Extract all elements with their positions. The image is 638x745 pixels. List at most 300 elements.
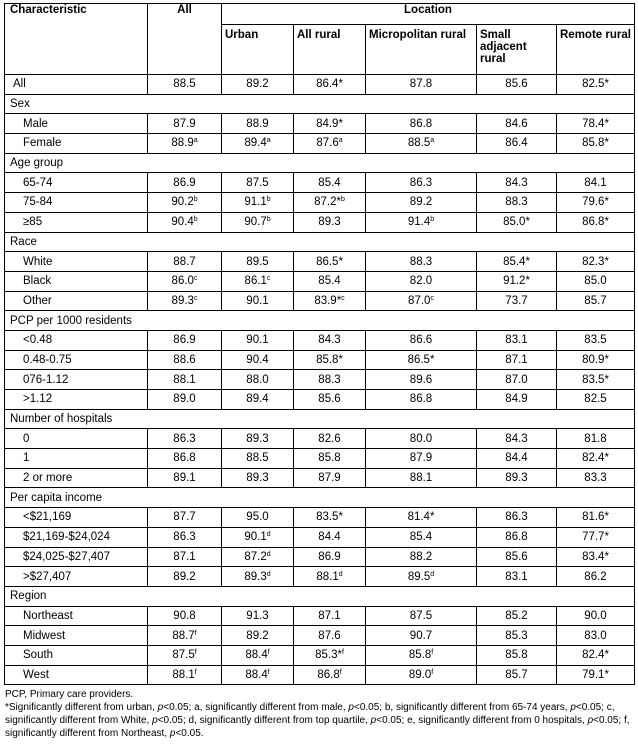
cell-value: 82.0 xyxy=(409,275,433,288)
cell-value: 86.0 xyxy=(171,275,194,288)
cell-value: 88.0 xyxy=(246,373,269,386)
cell-value: 87.1 xyxy=(318,609,341,622)
cell-value: 87.9 xyxy=(409,452,433,465)
cell-all-rural xyxy=(294,527,366,547)
cell-value: 87.9 xyxy=(173,117,196,130)
cell-value: 87.5 xyxy=(409,609,433,622)
header-characteristic: Characteristic xyxy=(5,4,148,75)
cell-micropolitan-rural xyxy=(366,212,477,232)
cell-value: 87.0 xyxy=(408,294,431,307)
cell-urban xyxy=(222,114,294,134)
cell-value: 86.8 xyxy=(173,452,196,465)
cell-value: 83.0 xyxy=(584,629,607,642)
cell-all xyxy=(148,212,222,232)
cell-small-adjacent-rural xyxy=(477,547,557,567)
cell-value: 88.1 xyxy=(316,570,339,583)
cell-small-adjacent-rural xyxy=(477,606,557,626)
cell-value: 86.1 xyxy=(244,275,267,288)
row-label: Other xyxy=(5,291,148,311)
cell-all-rural xyxy=(294,350,366,370)
cell-remote-rural xyxy=(557,193,635,213)
table-row xyxy=(5,567,635,587)
section-label: PCP per 1000 residents xyxy=(5,311,635,331)
cell-value: 88.3 xyxy=(409,255,433,268)
cell-remote-rural xyxy=(557,114,635,134)
cell-all-rural xyxy=(294,645,366,665)
cell-superscript: c xyxy=(341,294,345,302)
cell-value: 89.0 xyxy=(173,393,196,406)
cell-urban xyxy=(222,370,294,390)
cell-micropolitan-rural xyxy=(366,390,477,410)
cell-value: 85.0* xyxy=(503,216,530,229)
cell-remote-rural xyxy=(557,645,635,665)
cell-value: 84.4 xyxy=(318,531,341,544)
cell-value: 89.4 xyxy=(246,393,269,406)
cell-value: 90.4 xyxy=(246,353,269,366)
characteristics-table xyxy=(4,3,635,685)
cell-superscript: b xyxy=(193,216,198,224)
cell-value: 89.6 xyxy=(409,373,433,386)
cell-value: 85.3* xyxy=(315,649,342,662)
table-row xyxy=(5,429,635,449)
cell-value: 85.8 xyxy=(318,452,341,465)
cell-value: 88.7 xyxy=(173,255,196,268)
cell-value: 82.6 xyxy=(318,432,341,445)
cell-value: 79.6* xyxy=(582,196,609,209)
cell-superscript: b xyxy=(193,196,198,204)
cell-superscript: c xyxy=(266,275,271,283)
cell-value: 88.4 xyxy=(245,668,268,681)
cell-all xyxy=(148,173,222,193)
cell-micropolitan-rural xyxy=(366,134,477,154)
cell-all xyxy=(148,449,222,469)
cell-superscript: f xyxy=(267,649,270,657)
table-container xyxy=(4,3,634,740)
cell-value: 86.8 xyxy=(317,668,340,681)
row-label: 0 xyxy=(5,429,148,449)
cell-micropolitan-rural xyxy=(366,527,477,547)
cell-value: 86.4 xyxy=(505,137,528,150)
cell-value: 85.4* xyxy=(503,255,530,268)
cell-value: 84.6 xyxy=(505,117,528,130)
header-small-adjacent-rural: Small adjacent rural xyxy=(477,25,557,75)
cell-value: 86.2 xyxy=(584,570,607,583)
cell-value: 88.9 xyxy=(246,117,269,130)
cell-value: 86.3 xyxy=(173,432,196,445)
cell-superscript: b xyxy=(266,216,271,224)
cell-value: 88.6 xyxy=(173,353,196,366)
cell-all xyxy=(148,330,222,350)
cell-value: 88.1 xyxy=(172,668,195,681)
row-label: Male xyxy=(5,114,148,134)
cell-remote-rural xyxy=(557,429,635,449)
row-label: $24,025-$27,407 xyxy=(5,547,148,567)
cell-value: 89.3 xyxy=(244,570,267,583)
header-micropolitan-rural: Micropolitan rural xyxy=(366,25,477,75)
cell-value: 87.6 xyxy=(318,629,341,642)
cell-remote-rural xyxy=(557,271,635,291)
cell-small-adjacent-rural xyxy=(477,567,557,587)
cell-all-rural xyxy=(294,429,366,449)
cell-all-rural xyxy=(294,75,366,95)
cell-value: 88.5 xyxy=(173,78,196,91)
cell-superscript: c xyxy=(430,294,434,302)
row-label: 75-84 xyxy=(5,193,148,213)
table-row xyxy=(5,330,635,350)
cell-remote-rural xyxy=(557,567,635,587)
table-row xyxy=(5,350,635,370)
cell-urban xyxy=(222,527,294,547)
cell-superscript: b xyxy=(430,216,435,224)
cell-value: 86.3 xyxy=(173,531,196,544)
cell-superscript: f xyxy=(194,629,197,637)
cell-superscript: f xyxy=(267,668,270,676)
table-row xyxy=(5,252,635,272)
table-row xyxy=(5,370,635,390)
cell-urban xyxy=(222,468,294,488)
cell-value: 89.0 xyxy=(408,668,432,681)
cell-remote-rural xyxy=(557,330,635,350)
cell-all xyxy=(148,271,222,291)
cell-superscript: f xyxy=(194,668,197,676)
cell-superscript: a xyxy=(338,137,343,145)
cell-superscript: f xyxy=(194,649,197,657)
cell-value: 83.4* xyxy=(582,550,609,563)
cell-value: 85.4 xyxy=(409,531,433,544)
cell-value: 89.3 xyxy=(318,216,341,229)
cell-value: 87.5 xyxy=(172,649,195,662)
cell-value: 83.5* xyxy=(582,373,609,386)
cell-all-rural xyxy=(294,508,366,528)
cell-remote-rural xyxy=(557,527,635,547)
cell-value: 88.9 xyxy=(171,137,194,150)
cell-value: 89.2 xyxy=(409,196,433,209)
table-row xyxy=(5,173,635,193)
cell-micropolitan-rural xyxy=(366,567,477,587)
cell-value: 88.5 xyxy=(246,452,269,465)
row-label: Midwest xyxy=(5,626,148,646)
cell-all xyxy=(148,429,222,449)
cell-urban xyxy=(222,665,294,685)
cell-remote-rural xyxy=(557,468,635,488)
cell-all xyxy=(148,508,222,528)
cell-value: 86.9 xyxy=(173,334,196,347)
section-row xyxy=(5,311,635,331)
header-location: Location xyxy=(222,4,635,25)
cell-urban xyxy=(222,390,294,410)
cell-urban xyxy=(222,429,294,449)
cell-urban xyxy=(222,606,294,626)
table-row xyxy=(5,468,635,488)
cell-value: 84.3 xyxy=(505,176,528,189)
cell-remote-rural xyxy=(557,75,635,95)
cell-value: 85.8* xyxy=(316,353,343,366)
cell-micropolitan-rural xyxy=(366,252,477,272)
cell-small-adjacent-rural xyxy=(477,75,557,95)
cell-value: 90.0 xyxy=(584,609,607,622)
section-label: Number of hospitals xyxy=(5,409,635,429)
cell-remote-rural xyxy=(557,370,635,390)
cell-remote-rural xyxy=(557,134,635,154)
cell-value: 80.0 xyxy=(409,432,433,445)
cell-value: 87.6 xyxy=(316,137,339,150)
cell-small-adjacent-rural xyxy=(477,193,557,213)
cell-all xyxy=(148,547,222,567)
cell-urban xyxy=(222,134,294,154)
cell-all xyxy=(148,193,222,213)
cell-value: 85.8* xyxy=(582,137,609,150)
table-row xyxy=(5,212,635,232)
cell-all-rural xyxy=(294,271,366,291)
cell-urban xyxy=(222,626,294,646)
table-row xyxy=(5,449,635,469)
cell-remote-rural xyxy=(557,665,635,685)
table-row xyxy=(5,547,635,567)
cell-value: 85.7 xyxy=(505,668,528,681)
cell-value: 86.8 xyxy=(409,393,433,406)
cell-value: 89.5 xyxy=(407,570,431,583)
cell-value: 89.1 xyxy=(173,472,196,485)
cell-all-rural xyxy=(294,134,366,154)
cell-micropolitan-rural xyxy=(366,370,477,390)
cell-urban xyxy=(222,271,294,291)
cell-small-adjacent-rural xyxy=(477,330,557,350)
section-row xyxy=(5,94,635,114)
cell-all xyxy=(148,645,222,665)
cell-value: 85.6 xyxy=(505,550,528,563)
row-label: ≥85 xyxy=(5,212,148,232)
cell-superscript: d xyxy=(266,531,271,539)
cell-small-adjacent-rural xyxy=(477,665,557,685)
cell-value: 88.5 xyxy=(407,137,431,150)
cell-remote-rural xyxy=(557,390,635,410)
table-row xyxy=(5,114,635,134)
cell-superscript: d xyxy=(266,570,271,578)
cell-remote-rural xyxy=(557,291,635,311)
cell-value: 89.2 xyxy=(173,570,196,583)
cell-value: 88.4 xyxy=(245,649,268,662)
cell-value: 84.3 xyxy=(318,334,341,347)
cell-value: 82.5 xyxy=(584,393,607,406)
cell-remote-rural xyxy=(557,508,635,528)
cell-remote-rural xyxy=(557,449,635,469)
cell-value: 90.1 xyxy=(244,531,267,544)
cell-value: 88.7 xyxy=(172,629,195,642)
cell-value: 83.5 xyxy=(584,334,607,347)
cell-superscript: d xyxy=(338,570,343,578)
cell-all xyxy=(148,252,222,272)
cell-small-adjacent-rural xyxy=(477,271,557,291)
cell-value: 89.2 xyxy=(246,629,269,642)
cell-small-adjacent-rural xyxy=(477,626,557,646)
cell-value: 84.9* xyxy=(316,117,343,130)
cell-small-adjacent-rural xyxy=(477,370,557,390)
cell-value: 86.9 xyxy=(318,550,341,563)
cell-small-adjacent-rural xyxy=(477,291,557,311)
cell-value: 87.1 xyxy=(505,353,528,366)
cell-all xyxy=(148,665,222,685)
cell-small-adjacent-rural xyxy=(477,134,557,154)
table-row xyxy=(5,390,635,410)
cell-value: 86.5* xyxy=(316,255,343,268)
cell-remote-rural xyxy=(557,626,635,646)
cell-superscript: d xyxy=(430,570,435,578)
cell-value: 83.9* xyxy=(314,294,342,307)
cell-value: 85.8 xyxy=(408,649,432,662)
cell-value: 95.0 xyxy=(246,511,269,524)
cell-value: 90.7 xyxy=(244,216,267,229)
section-label: Sex xyxy=(5,94,635,114)
cell-micropolitan-rural xyxy=(366,429,477,449)
cell-value: 73.7 xyxy=(505,294,528,307)
cell-value: 85.8 xyxy=(505,649,528,662)
cell-value: 90.7 xyxy=(409,629,433,642)
cell-urban xyxy=(222,567,294,587)
cell-micropolitan-rural xyxy=(366,665,477,685)
cell-micropolitan-rural xyxy=(366,193,477,213)
cell-small-adjacent-rural xyxy=(477,350,557,370)
cell-all-rural xyxy=(294,665,366,685)
cell-small-adjacent-rural xyxy=(477,252,557,272)
cell-micropolitan-rural xyxy=(366,173,477,193)
cell-value: 91.4 xyxy=(407,216,431,229)
cell-urban xyxy=(222,252,294,272)
cell-value: 84.1 xyxy=(584,176,607,189)
cell-all-rural xyxy=(294,468,366,488)
cell-value: 82.4* xyxy=(582,452,609,465)
cell-value: 80.9* xyxy=(582,353,609,366)
table-row xyxy=(5,291,635,311)
cell-value: 86.3 xyxy=(505,511,528,524)
cell-value: 84.3 xyxy=(505,432,528,445)
cell-value: 89.3 xyxy=(246,472,269,485)
cell-value: 88.3 xyxy=(505,196,528,209)
row-label: 076-1.12 xyxy=(5,370,148,390)
table-row xyxy=(5,75,635,95)
cell-small-adjacent-rural xyxy=(477,645,557,665)
cell-all xyxy=(148,390,222,410)
cell-value: 87.2* xyxy=(314,196,341,209)
row-label: White xyxy=(5,252,148,272)
cell-value: 86.4* xyxy=(316,78,343,91)
cell-all-rural xyxy=(294,193,366,213)
cell-value: 88.2 xyxy=(409,550,433,563)
cell-value: 85.4 xyxy=(318,176,341,189)
cell-urban xyxy=(222,449,294,469)
header-remote-rural: Remote rural xyxy=(557,25,635,75)
cell-value: 87.7 xyxy=(173,511,196,524)
row-label: Black xyxy=(5,271,148,291)
section-row xyxy=(5,586,635,606)
table-row xyxy=(5,193,635,213)
cell-small-adjacent-rural xyxy=(477,527,557,547)
cell-micropolitan-rural xyxy=(366,330,477,350)
cell-value: 85.6 xyxy=(505,78,528,91)
footnotes xyxy=(4,688,635,740)
cell-urban xyxy=(222,508,294,528)
cell-value: 83.5* xyxy=(316,511,343,524)
cell-all xyxy=(148,626,222,646)
header-all-rural: All rural xyxy=(294,25,366,75)
cell-value: 87.1 xyxy=(173,550,196,563)
row-label: 2 or more xyxy=(5,468,148,488)
cell-value: 83.1 xyxy=(505,334,528,347)
cell-value: 86.6 xyxy=(409,334,433,347)
cell-value: 81.6* xyxy=(582,511,609,524)
cell-all-rural xyxy=(294,370,366,390)
cell-all xyxy=(148,527,222,547)
table-header xyxy=(5,4,635,75)
cell-all xyxy=(148,567,222,587)
header-urban: Urban xyxy=(222,25,294,75)
section-label: Race xyxy=(5,232,635,252)
cell-remote-rural xyxy=(557,212,635,232)
cell-all xyxy=(148,291,222,311)
cell-superscript: f xyxy=(431,649,434,657)
cell-value: 90.8 xyxy=(173,609,196,622)
table-row xyxy=(5,508,635,528)
cell-superscript: d xyxy=(266,550,271,558)
cell-all-rural xyxy=(294,173,366,193)
cell-value: 84.4 xyxy=(505,452,528,465)
cell-remote-rural xyxy=(557,252,635,272)
section-row xyxy=(5,232,635,252)
cell-micropolitan-rural xyxy=(366,606,477,626)
cell-all xyxy=(148,606,222,626)
cell-value: 81.4* xyxy=(407,511,435,524)
cell-value: 86.9 xyxy=(173,176,196,189)
cell-all-rural xyxy=(294,212,366,232)
cell-micropolitan-rural xyxy=(366,468,477,488)
section-row xyxy=(5,409,635,429)
cell-all xyxy=(148,75,222,95)
footnote-pcp: PCP, Primary care providers. xyxy=(5,689,134,701)
row-label: Northeast xyxy=(5,606,148,626)
cell-small-adjacent-rural xyxy=(477,429,557,449)
cell-value: 89.5 xyxy=(246,255,269,268)
cell-superscript: a xyxy=(193,137,198,145)
cell-all-rural xyxy=(294,252,366,272)
cell-micropolitan-rural xyxy=(366,75,477,95)
cell-small-adjacent-rural xyxy=(477,173,557,193)
cell-micropolitan-rural xyxy=(366,114,477,134)
section-label: Age group xyxy=(5,153,635,173)
row-label: >1.12 xyxy=(5,390,148,410)
cell-value: 83.1 xyxy=(505,570,528,583)
cell-superscript: f xyxy=(431,668,434,676)
cell-value: 86.5* xyxy=(407,353,435,366)
cell-value: 88.1 xyxy=(409,472,433,485)
cell-all-rural xyxy=(294,330,366,350)
cell-value: 85.0 xyxy=(584,275,607,288)
cell-value: 85.4 xyxy=(318,275,341,288)
section-label: Region xyxy=(5,586,635,606)
cell-micropolitan-rural xyxy=(366,271,477,291)
cell-value: 82.5* xyxy=(582,78,609,91)
row-label: West xyxy=(5,665,148,685)
table-row xyxy=(5,606,635,626)
cell-value: 82.4* xyxy=(582,649,609,662)
table-row xyxy=(5,645,635,665)
cell-value: 89.3 xyxy=(171,294,194,307)
table-row xyxy=(5,527,635,547)
cell-superscript: b xyxy=(266,196,271,204)
table-row xyxy=(5,271,635,291)
cell-all-rural xyxy=(294,606,366,626)
cell-remote-rural xyxy=(557,350,635,370)
cell-superscript: b xyxy=(340,196,345,204)
cell-urban xyxy=(222,75,294,95)
